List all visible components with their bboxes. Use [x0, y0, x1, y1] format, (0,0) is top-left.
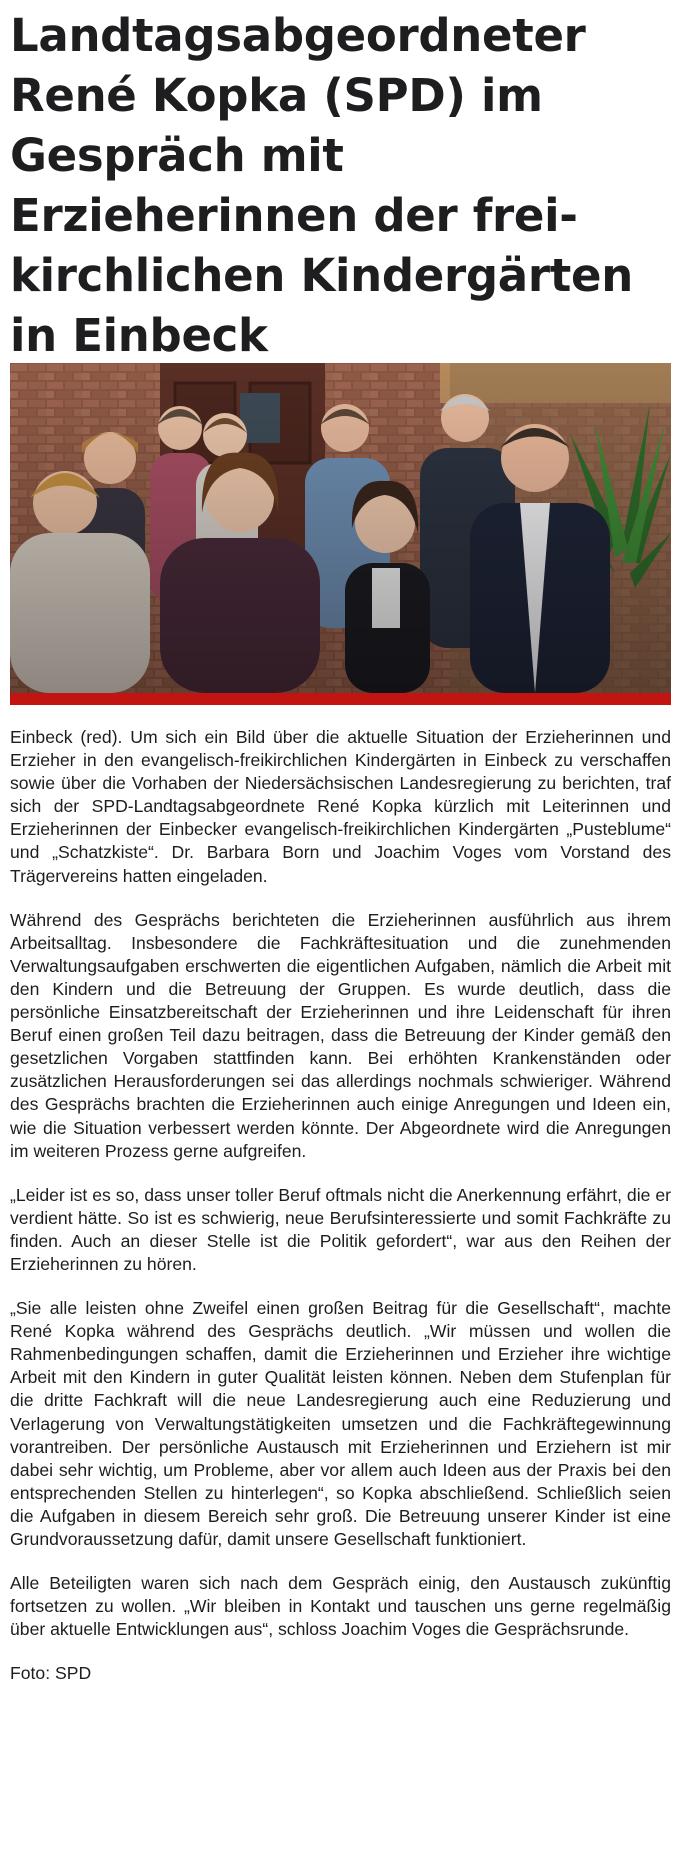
article-paragraph: „Leider ist es so, dass unser toller Beruf oftmals nicht die Anerkennung erfährt, die er verdient hätte. So ist es schwierig, neue Berufsinteressierte und somit Fachkräfte zu finden. Auch an dieser Stelle ist die Politik gefordert“, war aus den Reihen der Erzieherinnen zu hören. — [10, 1184, 671, 1274]
photo-accent-bar — [10, 693, 671, 705]
article — [10, 0, 671, 366]
article-paragraph: Während des Gesprächs berichteten die Erzieherinnen ausführlich aus ihrem Arbeitsalltag. Insbesondere die Fachkräftesituation und die zunehmenden Verwaltungsaufgaben erschwerten die eigentlichen Aufgaben, nämlich die Arbeit mit den Kindern und die Betreuung der Gruppen. Es wurde deutlich, dass die persönliche Einsatzbereitschaft der Erzieherinnen und ihre Leidenschaft für ihren Beruf einen großen Teil dazu beitragen, dass die Betreuung der Kinder gemäß den gesetzlichen Vorgaben stattfinden kann. Bei erhöhten Krankenständen oder zusätzlichen Herausforderungen sei das allerdings nochmals schwieriger. Während des Gesprächs brachten die Erzieherinnen auch einige Anregungen und Ideen ein, wie die Situation verbessert werden könnte. Der Abgeordnete wird die Anregungen im weiteren Prozess gerne aufgreifen. — [10, 909, 671, 1161]
article-paragraph: Alle Beteiligten waren sich nach dem Gespräch einig, den Austausch zukünftig fortsetzen zu wollen. „Wir bleiben in Kontakt und tauschen uns gerne regelmäßig über aktuelle Entwicklungen aus“, schloss Joachim Voges die Gesprächsrunde. — [10, 1573, 671, 1640]
group-photo-illustration — [10, 363, 671, 693]
article-body — [10, 726, 671, 1706]
article-headline: Landtagsabgeordneter René Kopka (SPD) im Gespräch mit Erzieherinnen der freikirchlichen Kindergärten in Einbeck — [10, 9, 633, 362]
article-paragraph: Einbeck (red). Um sich ein Bild über die aktuelle Situation der Erzieherinnen und Erzieher in den evangelisch-freikirchlichen Kindergärten in Einbeck zu verschaffen sowie über die Vorhaben der Niedersächsischen Landesregierung zu berichten, traf sich der SPD-Landtagsabgeordnete René Kopka kürzlich mit Leiterinnen und Erzieherinnen der Einbecker evangelisch-freikirchlichen Kindergärten „Pusteblume“ und „Schatzkiste“. Dr. Barbara Born und Joachim Voges vom Vorstand des Trägervereins hatten eingeladen. — [10, 727, 671, 886]
photo-credit: Foto: SPD — [10, 1663, 92, 1684]
group-photo — [10, 363, 671, 693]
article-paragraph: „Sie alle leisten ohne Zweifel einen großen Beitrag für die Gesellschaft“, machte René Kopka während des Gesprächs deutlich. „Wir müssen und wollen die Rahmenbedingungen schaffen, damit die Erzieherinnen und Erzieher ihre wichtige Arbeit mit den Kindern in guter Qualität leisten können. Neben dem Stufenplan für die dritte Fachkraft will die neue Landesregierung auch eine Reduzierung und Verlagerung von Verwaltungstätigkeiten umsetzen und die Fachkräftegewinnung vorantreiben. Der persönliche Austausch mit Erzieherinnen und Erziehern ist mir dabei sehr wichtig, um Probleme, aber vor allem auch Ideen aus der Praxis bei den entsprechenden Stellen zu hinterlegen“, so Kopka abschließend. Schließlich seien die Aufgaben in diesem Bereich sehr groß. Die Betreuung unserer Kinder ist eine Grundvoraussetzung dafür, damit unsere Gesellschaft funktioniert. — [10, 1298, 671, 1549]
